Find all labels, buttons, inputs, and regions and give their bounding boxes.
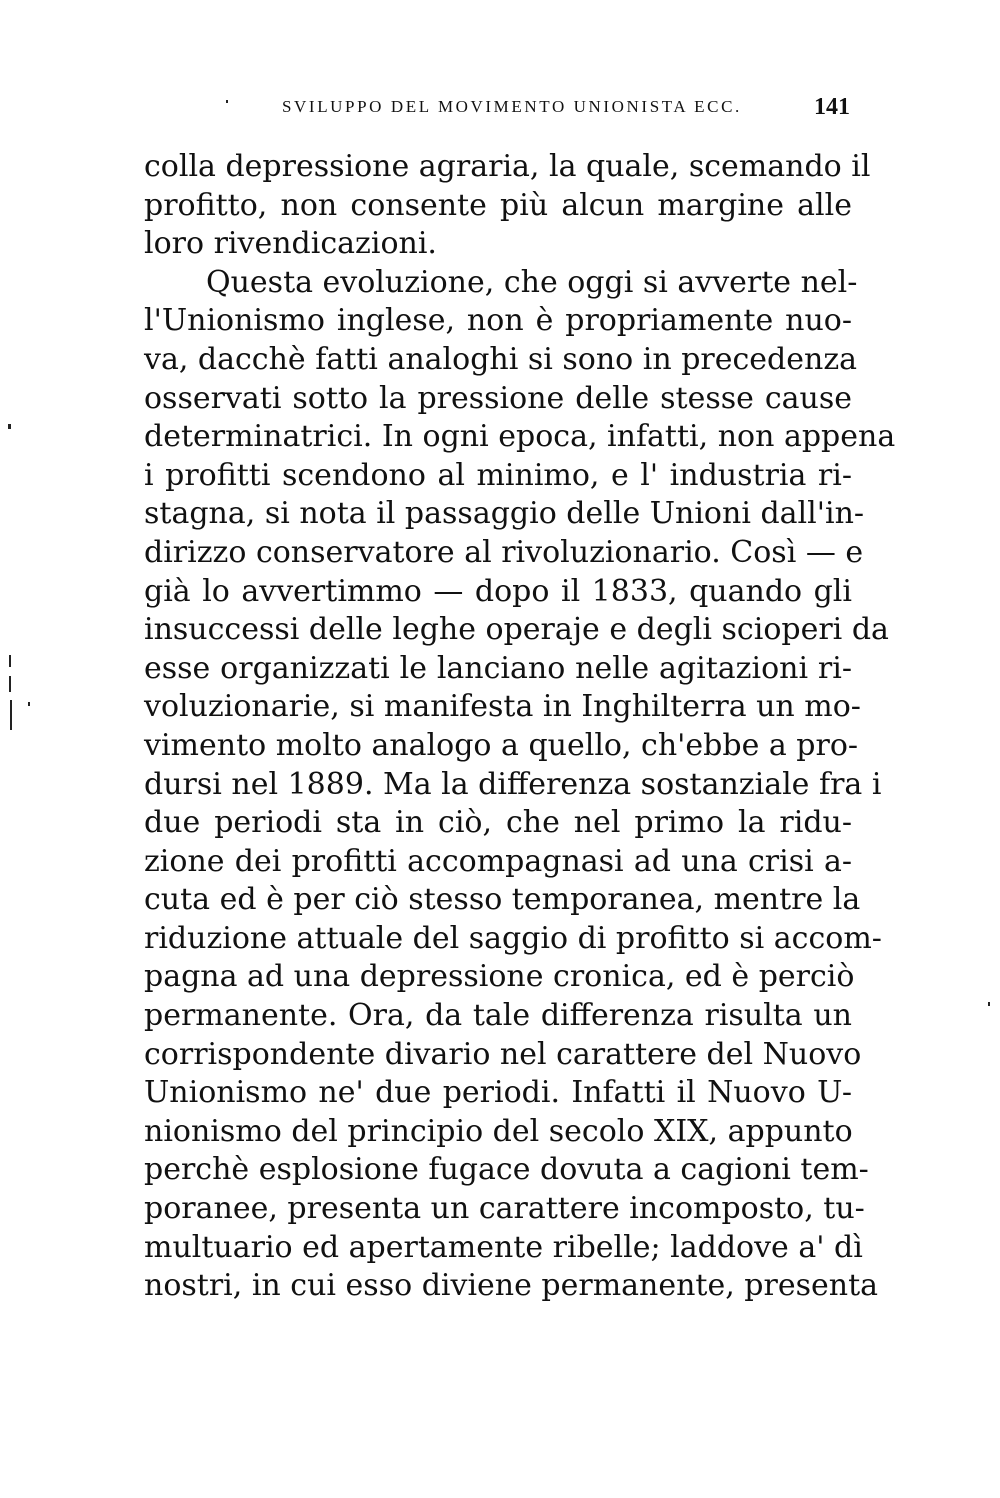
text-line: zione dei profitti accompagnasi ad una crisi a-: [144, 843, 852, 879]
text-line: va, dacchè fatti analoghi si sono in precedenza: [144, 341, 858, 377]
text-line: corrispondente divario nel carattere del Nuovo: [144, 1036, 862, 1072]
text-line: perchè esplosione fugace dovuta a cagioni tem-: [144, 1152, 869, 1188]
text-line: vimento molto analogo a quello, ch'ebbe a pro-: [144, 727, 859, 763]
text-line: poranee, presenta un carattere incomposto, tu-: [144, 1191, 865, 1227]
text-line: riduzione attuale del saggio di profitto si accom-: [144, 920, 882, 956]
scan-speck: [988, 1002, 990, 1006]
text-line: l'Unionismo inglese, non è propriamente nuo-: [144, 303, 852, 339]
text-line: colla depressione agraria, la quale, scemando il: [144, 149, 871, 184]
text-line: due periodi sta in ciò, che nel primo la ridu-: [144, 805, 852, 841]
text-line: cuta ed è per ciò stesso temporanea, mentre la: [144, 882, 861, 918]
text-line: loro rivendicazioni.: [144, 226, 437, 262]
text-line: esse organizzati le lanciano nelle agitazioni ri-: [144, 650, 852, 686]
running-title: SVILUPPO DEL MOVIMENTO UNIONISTA ECC.: [282, 97, 742, 116]
text-line: determinatrici. In ogni epoca, infatti, non appena: [144, 419, 896, 455]
text-line: nionismo del principio del secolo XIX, appunto: [144, 1113, 853, 1149]
text-line: voluzionarie, si manifesta in Inghilterra un mo-: [144, 689, 861, 725]
text-line: multuario ed apertamente ribelle; laddove a' dì: [144, 1229, 863, 1265]
text-line: già lo avvertimmo — dopo il 1833, quando gli: [144, 573, 852, 609]
scan-speck: [9, 655, 11, 667]
text-line: i profitti scendono al minimo, e l' industria ri-: [144, 457, 852, 493]
page-number: 141: [814, 94, 850, 120]
text-line: permanente. Ora, da tale differenza risulta un: [144, 998, 852, 1034]
scan-speck: [9, 676, 11, 692]
text-line: stagna, si nota il passaggio delle Unioni dall'in-: [144, 496, 865, 532]
body-text: [144, 148, 896, 1306]
scan-speck: [226, 100, 228, 103]
text-line: Unionismo ne' due periodi. Infatti il Nuovo U-: [144, 1075, 852, 1111]
text-line: profitto, non consente più alcun margine alle: [144, 187, 852, 223]
text-line: nostri, in cui esso diviene permanente, presenta: [144, 1268, 879, 1304]
text-line: pagna ad una depressione cronica, ed è perciò: [144, 959, 855, 995]
text-line: dursi nel 1889. Ma la differenza sostanziale fra i: [144, 766, 882, 802]
scan-speck: [10, 700, 12, 730]
text-line: osservati sotto la pressione delle stesse cause: [144, 380, 852, 416]
text-line: Questa evoluzione, che oggi si avverte nel-: [206, 264, 858, 300]
running-head: [282, 92, 850, 122]
scan-speck: [8, 424, 11, 429]
text-line: dirizzo conservatore al rivoluzionario. Così — e: [144, 534, 864, 570]
scan-speck: [28, 702, 30, 706]
text-line: insuccessi delle leghe operaje e degli scioperi da: [144, 612, 889, 648]
